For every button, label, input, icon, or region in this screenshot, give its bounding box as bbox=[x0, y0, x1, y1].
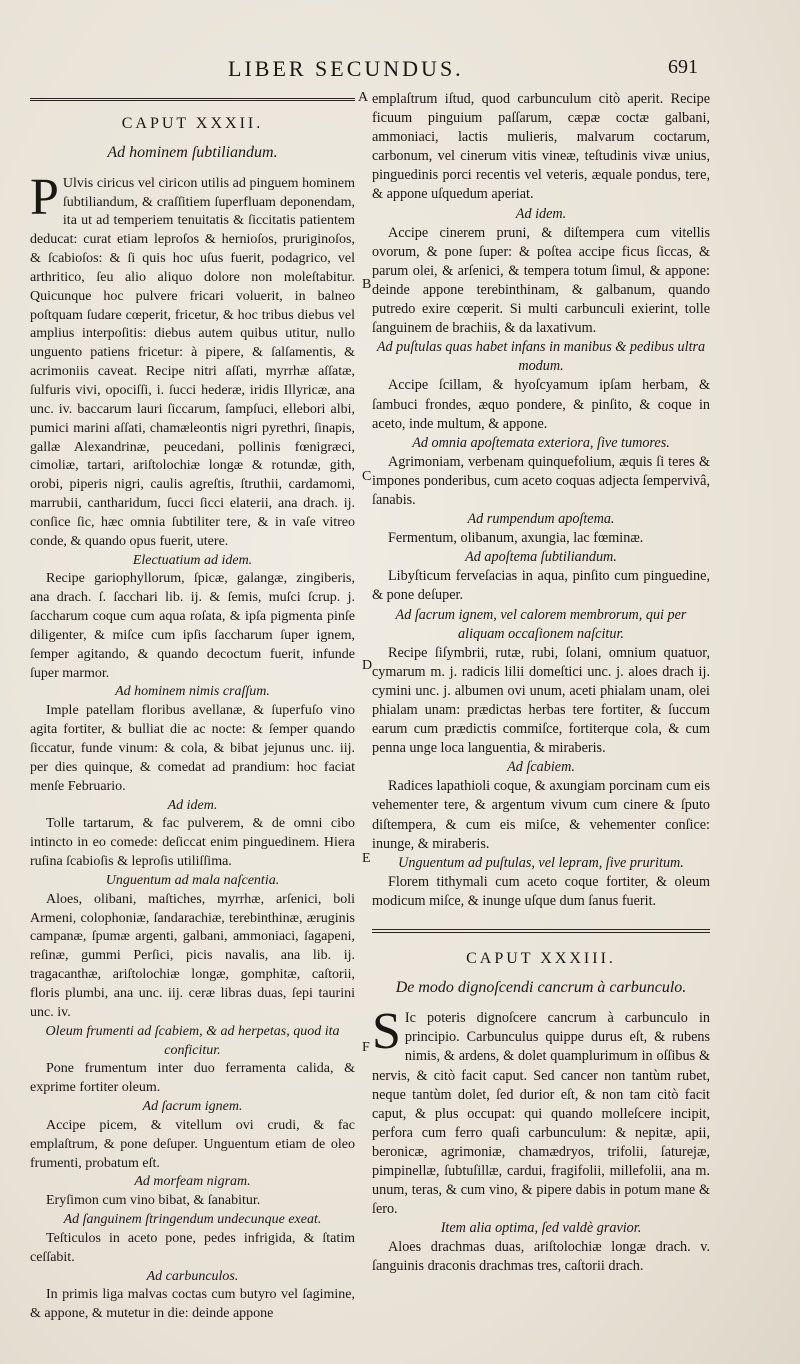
recipe-paragraph: Imple patellam floribus avellanæ, & ſuperfuſo vino agita fortiter, & bulliat die ac nocte: & ſemper quando ſiccatur, funde vinum: & cola, & bibat jejunus unc. iij. per dies quinque, & comedat ad prandium: hoc faciat menſe Februario. bbox=[30, 703, 355, 794]
recipe-heading: Unguentum ad puſtulas, vel lepram, ſive pruritum. bbox=[398, 854, 684, 871]
paragraph-text: Ulvis ciricus vel ciricon utilis ad pinguem hominem ſubtiliandum, & craſſitiem ſuperfluam deponendam, ita ut ad temperiem tenuitatis & ſiccitatis patientem deducat: curat etiam leproſos & hernioſos, pruriginoſos, & ſcabioſos: & ſi quis hoc uſus fuerit, podagrico, vel arthritico, ſeu alio aliquo dolore non moleſtabitur. Quicunque hoc pulvere fricari voluerit, in balneo poſtquam ſudare cœperit, fricetur, & hoc tribus diebus vel amplius interpoſitis: diebus autem quibus utitur, nullo unguento patiens fricetur: à pipere, & ſalſamentis, & acrimoniis caveat. Recipe nitri aſſati, myrrhæ aſſatæ, ſulfuris vivi, opociſſi, i. ſucci hederæ, iridis Illyricæ, ana unc. iv. baccarum lauri ſiccarum, ſampſuci, ellebori albi, pumici marini aſſati, chamæleontis nigri pyrethri, ſinapis, gallæ Alexandrinæ, peucedani, pollinis fœnigræci, cimoliæ, tartari, ariſtolochiæ longæ & rotundæ, gith, orobi, piperis nigri, caulis agreſtis, ſtruthii, cardamomi, marrubii, cantharidum, ſucci ſicci elaterii, ana drach. ij. conſice ſic, hæc omnia ſubtiliter tere, & in vaſe vitreo conde, & quando opus fuerit, utere. bbox=[30, 175, 355, 549]
recipe-paragraph: In primis liga malvas coctas cum butyro vel ſagimine, & appone, & mutetur in die: deinde appone bbox=[30, 1287, 355, 1322]
recipe-heading: Ad ſacrum ignem. bbox=[142, 1099, 243, 1115]
left-column bbox=[30, 88, 355, 1324]
recipe-paragraph: Aloes, olibani, maſtiches, myrrhæ, arſenici, boli Armeni, colophoniæ, ſandarachiæ, terebinthinæ, æruginis campanæ, ſpumæ argenti, galbani, ammoniaci, ſagapeni, reſinæ, gummi Perſici, picis navalis, ana lib. ij. tragacanthæ, ariſtolochiæ longæ, gomphitæ, caſtorii, floris plumbi, ana unc. iij. ceræ libras duas, ſepi taurini unc. iv. bbox=[30, 891, 355, 1020]
recipe-heading: Ad morfeam nigram. bbox=[134, 1174, 251, 1190]
recipe-paragraph: Pone frumentum inter duo ferramenta calida, & exprime fortiter oleum. bbox=[30, 1061, 355, 1096]
recipe-heading: Ad ſacrum ignem, vel calorem membrorum, qui per aliquam occaſionem naſcitur. bbox=[395, 606, 687, 642]
recipe-heading: Ad rumpendum apoſtema. bbox=[467, 511, 615, 528]
running-head bbox=[0, 56, 800, 86]
recipe-heading: Ad ſcabiem. bbox=[507, 759, 575, 776]
page-number: 691 bbox=[668, 56, 698, 78]
recipe-paragraph: Accipe cinerem pruni, & diſtempera cum vitellis ovorum, & pone ſuper: & poſtea accipe ficus ſiccas, & parum olei, & arſenici, & tempera totum ſimul, & appone: deinde appone terebinthinam, & galbanum, quando putredo exire cœperit. Si multi carbunculi exierint, tolle ſanguinem de brachiis, & da laxativum. bbox=[372, 224, 710, 337]
chapter-title-2: CAPUT XXXIII. bbox=[466, 950, 616, 968]
recipe-heading: Ad apoſtema ſubtiliandum. bbox=[465, 549, 617, 566]
chapter-rule bbox=[372, 929, 710, 933]
recipe-heading: Ad idem. bbox=[167, 797, 218, 813]
recipe-heading: Unguentum ad mala naſcentia. bbox=[105, 872, 280, 888]
margin-letter-e: E bbox=[362, 851, 371, 866]
margin-letter-b: B bbox=[362, 277, 372, 292]
margin-letter-c: C bbox=[362, 469, 372, 484]
margin-letter-f: F bbox=[362, 1040, 370, 1055]
recipe-heading: Ad omnia apoſtemata exteriora, ſive tumores. bbox=[412, 434, 670, 451]
recipe-paragraph: Teſticulos in aceto pone, pedes infrigida, & ſtatim ceſſabit. bbox=[30, 1230, 355, 1265]
recipe-paragraph: Fermentum, olibanum, axungia, lac fœminæ. bbox=[388, 530, 644, 547]
left-text-blocks bbox=[30, 168, 355, 1324]
chapter-subtitle: Ad hominem ſubtiliandum. bbox=[107, 143, 278, 161]
recipe-paragraph: Radices lapathioli coque, & axungiam porcinam cum eis vehementer tere, & argentum vivum cum cinere & ſputo diſtempera, & cum eis miſce, & vehementer conſice: inunge, & miraberis. bbox=[372, 778, 710, 852]
recipe-heading: Item alia optima, ſed valdè gravior. bbox=[440, 1220, 642, 1237]
recipe-paragraph: emplaſtrum iſtud, quod carbunculum citò aperit. Recipe ficuum pinguium paſſarum, cæpæ coctæ galbani, ammoniaci, lactis mulieris, malvarum coctarum, carbonum, vel cinerum vitis vineæ, teſtudinis vivæ unius, pinguedinis porci recentis vel veteris, æquale pondus, tere, & appone uſquedum aperiat. bbox=[372, 91, 710, 203]
margin-letter-a: A bbox=[358, 90, 369, 105]
drop-cap: S bbox=[372, 1003, 401, 1061]
recipe-heading: Electuatium ad idem. bbox=[132, 552, 253, 568]
running-title: LIBER SECUNDUS. bbox=[228, 56, 464, 81]
chapter-title: CAPUT XXXII. bbox=[121, 115, 264, 132]
recipe-paragraph: Accipe picem, & vitellum ovi crudi, & fac emplaſtrum, & pone deſuper. Unguentum etiam de oleo frumenti, probatum eſt. bbox=[30, 1117, 355, 1171]
recipe-paragraph: Agrimoniam, verbenam quinquefolium, æquis ſi teres & impones ponderibus, cum aceto coquas adjecta ſempervivâ, ſanabis. bbox=[372, 453, 710, 508]
right-column bbox=[372, 90, 710, 1277]
paragraph-text: Ic poteris dignoſcere cancrum à carbunculo in principio. Carbunculus quippe durus eſt, & rubens nimis, & ardens, & dolet quamplurimum in oſſibus & nervis, & citò facit caput. Sed cancer non tantùm rubet, neque tantùm dolet, ſed durior eſt, & non tam citò facit caput, & plus occupat: qui quando molleſcere incipit, perfora cum ferro quaſi carbunculum: & nepitæ, apii, beronicæ, agrimoniæ, chamædryos, trifolii, ſaturejæ, pimpinellæ, ſubtuſillæ, cardui, fragifolii, millefolii, ana m. unum, teras, & cum vino, & pipere dabis in potum mane & ſero. bbox=[372, 1010, 710, 1218]
recipe-paragraph: Recipe gariophyllorum, ſpicæ, galangæ, zingiberis, ana drach. ſ. ſacchari lib. ij. & ſemis, muſci ſcrup. j. ſaccharum coque cum aqua roſata, & ipſa pigmenta pinſe diligenter, & miſce cum ipſis ſaccharum ſuper ignem, ſemper agitando, & quando decoctum fuerit, infunde ſuper marmor. bbox=[30, 571, 355, 681]
opening-paragraph bbox=[30, 168, 355, 552]
recipe-heading: Oleum frumenti ad ſcabiem, & ad herpetas, quod ita conficitur. bbox=[45, 1023, 340, 1058]
recipe-paragraph: Libyſticum ferveſacias in aqua, pinſito cum pinguedine, & pone deſuper. bbox=[372, 568, 710, 604]
drop-cap: P bbox=[30, 168, 59, 226]
right-text-blocks-top bbox=[372, 90, 710, 911]
recipe-heading: Ad hominem nimis craſſum. bbox=[115, 684, 270, 700]
recipe-heading: Ad ſanguinem ſtringendum undecunque exeat. bbox=[63, 1212, 322, 1228]
recipe-heading: Ad puſtulas quas habet infans in manibus & pedibus ultra modum. bbox=[376, 339, 706, 375]
recipe-heading: Ad idem. bbox=[515, 205, 567, 222]
recipe-paragraph: Tolle tartarum, & fac pulverem, & de omni cibo intincto in eo comede: deſiccat enim pinguedinem. Hiera ruſina ſcabioſis & leproſis utiliſſima. bbox=[30, 816, 355, 870]
top-rule bbox=[30, 98, 355, 101]
recipe-paragraph: Florem tithymali cum aceto coque fortiter, & oleum modicum miſce, & inunge uſque dum ſanus fuerit. bbox=[372, 873, 710, 909]
recipe-paragraph: Aloes drachmas duas, ariſtolochiæ longæ drach. v. ſanguinis draconis drachmas tres, caſtorii drach. bbox=[372, 1239, 710, 1275]
recipe-paragraph: Eryſimon cum vino bibat, & ſanabitur. bbox=[46, 1193, 261, 1209]
margin-letter-d: D bbox=[362, 658, 373, 673]
recipe-heading: Ad carbunculos. bbox=[146, 1268, 239, 1284]
opening-paragraph bbox=[372, 1003, 710, 1219]
right-text-blocks-bottom bbox=[372, 1003, 710, 1276]
recipe-paragraph: Recipe ſiſymbrii, rutæ, rubi, ſolani, omnium quatuor, cymarum m. j. radicis lilii domeſtici unc. j. aloes drach ij. cymini unc. j. albumen ovi unum, aceti phialam unam, olei phialam unam: prædictas herbas tere fortiter, & ſuccum earum cum prædictis commiſce, fortiterque cola, & cum penna unge loca languentia, & miraberis. bbox=[372, 644, 710, 757]
chapter-subtitle-2: De modo dignoſcendi cancrum à carbunculo. bbox=[395, 979, 687, 997]
recipe-paragraph: Accipe ſcillam, & hyoſcyamum ipſam herbam, & ſambuci frondes, æquo pondere, & pinſito, & coque in aceto, inde multum, & appone. bbox=[372, 377, 710, 432]
